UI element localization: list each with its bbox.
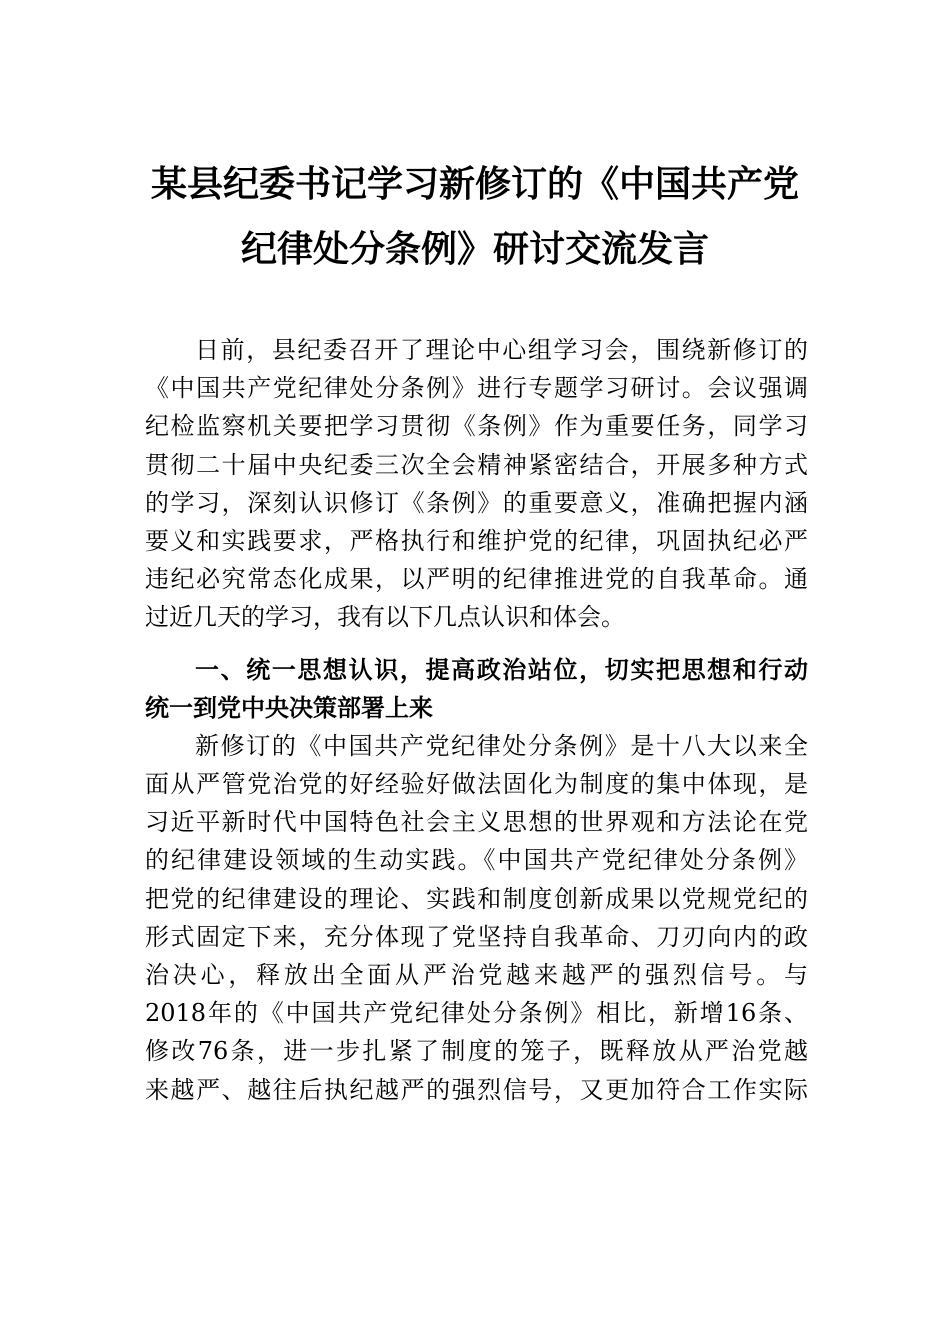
- text-line: 修改76条，进一步扎紧了制度的笼子，既释放从严治党越: [145, 1037, 808, 1066]
- text-line: 要义和实践要求，严格执行和维护党的纪律，巩固执纪必严: [145, 526, 808, 555]
- title-line-2: 纪律处分条例》研讨交流发言: [240, 228, 709, 270]
- text-line: 贯彻二十届中央纪委三次全会精神紧密结合，开展多种方式: [145, 450, 808, 479]
- text-line: 纪检监察机关要把学习贯彻《条例》作为重要任务，同学习: [145, 412, 808, 441]
- document-title: [100, 152, 850, 282]
- text-line: 《中国共产党纪律处分条例》进行专题学习研讨。会议强调: [145, 374, 808, 403]
- text-line: 来越严、越往后执纪越严的强烈信号，又更加符合工作实际: [145, 1075, 808, 1104]
- text-line: 过近几天的学习，我有以下几点认识和体会。: [145, 603, 625, 632]
- section-1-paragraph: [145, 727, 808, 1109]
- intro-paragraph: [145, 331, 808, 637]
- title-line-1: 某县纪委书记学习新修订的《中国共产党: [150, 163, 799, 205]
- text-line: 的学习，深刻认识修订《条例》的重要意义，准确把握内涵: [145, 488, 808, 517]
- text-line: 形式固定下来，充分体现了党坚持自我革命、刀刃向内的政: [145, 922, 808, 951]
- text-line: 把党的纪律建设的理论、实践和制度创新成果以党规党纪的: [145, 884, 808, 913]
- text-line: 新修订的《中国共产党纪律处分条例》是十八大以来全: [195, 731, 808, 760]
- heading-line: 统一到党中央决策部署上来: [145, 693, 433, 722]
- document-body: [145, 331, 808, 1109]
- text-line: 治决心，释放出全面从严治党越来越严的强烈信号。与: [145, 961, 808, 989]
- text-line: 面从严管党治党的好经验好做法固化为制度的集中体现，是: [145, 770, 808, 799]
- text-line: 习近平新时代中国特色社会主义思想的世界观和方法论在党: [145, 808, 808, 837]
- text-line: 日前，县纪委召开了理论中心组学习会，围绕新修订的: [195, 336, 808, 364]
- text-line: 的纪律建设领域的生动实践。《中国共产党纪律处分条例》: [145, 846, 808, 875]
- text-line: 2018年的《中国共产党纪律处分条例》相比，新增16条、: [145, 999, 808, 1028]
- section-heading-1: [145, 651, 808, 727]
- heading-line: 一、统一思想认识，提高政治站位，切实把思想和行动: [195, 655, 808, 684]
- text-line: 违纪必究常态化成果，以严明的纪律推进党的自我革命。通: [145, 565, 808, 594]
